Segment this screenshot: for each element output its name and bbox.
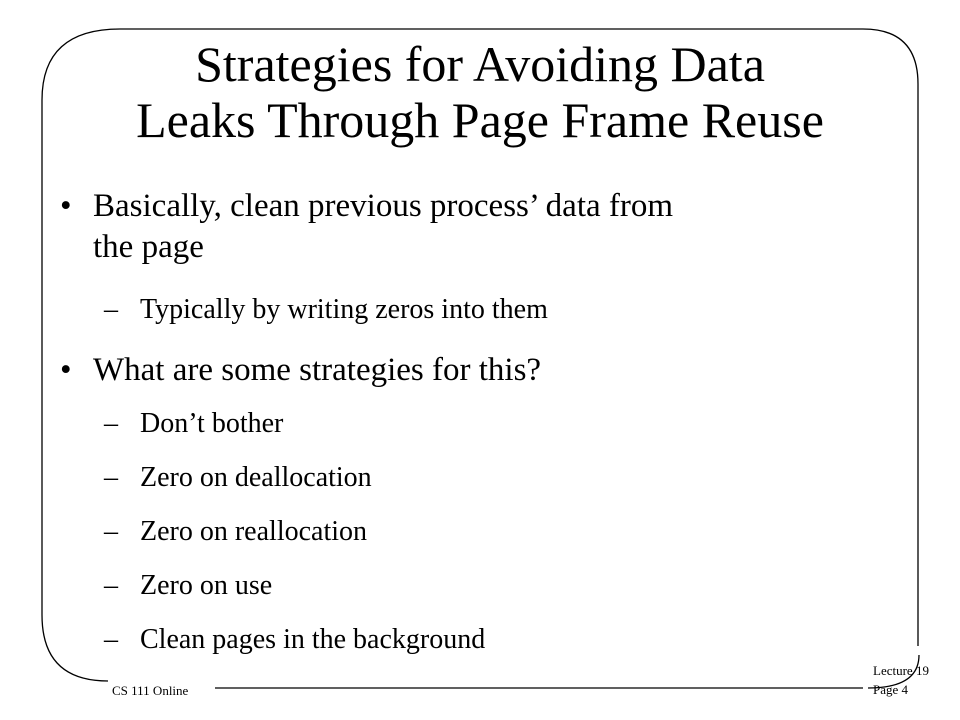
sub-bullet-text: Zero on use	[140, 570, 273, 601]
sub-bullet-item	[104, 623, 860, 657]
sub-bullet-text: Zero on reallocation	[140, 516, 368, 547]
slide-number	[873, 661, 929, 699]
dash-icon: –	[104, 624, 118, 655]
bullet-text-line-1: Basically, clean previous process’ data from	[93, 188, 674, 224]
sub-bullet-text: Zero on deallocation	[140, 462, 372, 493]
sub-bullet-item	[104, 461, 860, 495]
slide-title-line-2: Leaks Through Page Frame Reuse	[136, 92, 824, 148]
bullet-item-2	[60, 350, 883, 391]
lecture-number: Lecture 19	[873, 663, 929, 678]
sub-bullet-text: Clean pages in the background	[140, 624, 486, 655]
dash-icon: –	[104, 408, 118, 439]
dash-icon: –	[104, 516, 118, 547]
dash-icon: –	[104, 462, 118, 493]
bullet-text: What are some strategies for this?	[93, 352, 542, 388]
course-name: CS 111 Online	[112, 683, 189, 698]
sub-bullet-text: Don’t bother	[140, 408, 284, 439]
bullet-text-line-2: the page	[93, 229, 204, 265]
sub-bullet-item	[104, 407, 860, 441]
sub-bullet-item	[104, 293, 860, 327]
page-number: Page 4	[873, 682, 909, 697]
bullet-item-1	[60, 186, 883, 268]
slide-title-line-1: Strategies for Avoiding Data	[195, 36, 765, 92]
sub-bullet-text: Typically by writing zeros into them	[140, 294, 548, 325]
sub-bullet-item	[104, 569, 860, 603]
bullet-icon: •	[60, 188, 72, 224]
bullet-icon: •	[60, 352, 72, 388]
dash-icon: –	[104, 570, 118, 601]
dash-icon: –	[104, 294, 118, 325]
sub-bullet-item	[104, 515, 860, 549]
